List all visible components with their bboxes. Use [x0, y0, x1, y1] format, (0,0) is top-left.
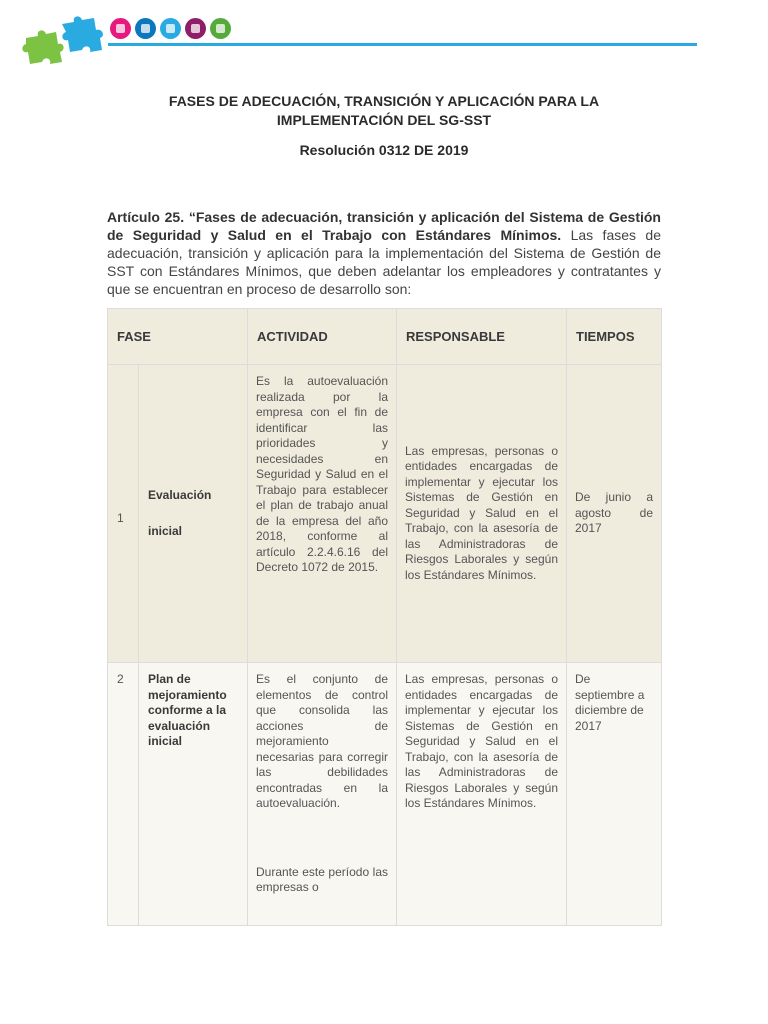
tiempos-text: De junio a agosto de 2017 [575, 490, 653, 536]
actividad-extra-text: Durante este período las empresas o [256, 864, 388, 894]
color-circles [110, 18, 231, 39]
header-fase: FASE [108, 309, 248, 365]
phase-cell [139, 663, 248, 926]
actividad-cell [248, 365, 397, 663]
circle-green-icon [210, 18, 231, 39]
tiempos-cell [567, 365, 662, 663]
document-title: FASES DE ADECUACIÓN, TRANSICIÓN Y APLICACIÓN PARA LA IMPLEMENTACIÓN DEL SG-SST [168, 93, 600, 128]
tiempos-text: De septiembre a diciembre de 2017 [575, 672, 645, 733]
header-actividad: ACTIVIDAD [248, 309, 397, 365]
header-tiempos: TIEMPOS [567, 309, 662, 365]
table-row [108, 365, 662, 663]
actividad-cell [248, 663, 397, 926]
actividad-text: Es el conjunto de elementos de control que consolida las acciones de mejoramiento necesarias para corregir las debilidades encontradas en la autoevaluación. [256, 672, 388, 810]
responsable-text: Las empresas, personas o entidades encargadas de implementar y ejecutar los Sistemas de Gestión en Seguridad y Salud en el Trabajo, con la asesoría de las Administradoras de Riesgos Laborales y según los Estándares Mínimos. [405, 443, 558, 582]
responsable-cell [397, 663, 567, 926]
puzzle-logo-icon [22, 16, 108, 66]
intro-paragraph [107, 208, 661, 298]
circle-purple-icon [185, 18, 206, 39]
phases-table [107, 308, 662, 926]
header-divider [108, 43, 697, 46]
row-number: 2 [117, 672, 124, 686]
circle-navy-icon [135, 18, 156, 39]
actividad-text: Es la autoevaluación realizada por la empresa con el fin de identificar las prioridades y necesidades en Seguridad y Salud en el Trabajo para establecer el plan de trabajo anual de la empresa del año 2018, conforme al artículo 2.2.4.6.16 del Decreto 1072 de 2015. [256, 374, 388, 574]
intro-text: Las fases de adecuación, transición y aplicación para la implementación del Sistema de Gestión de SST con Estándares Mínimos, que deben adelantar los empleadores y contratantes y que se encuentran en proceso de desarrollo son: [107, 227, 661, 297]
phase-name: Plan de mejoramiento conforme a la evaluación inicial [148, 672, 227, 748]
responsable-text: Las empresas, personas o entidades encargadas de implementar y ejecutar los Sistemas de Gestión en Seguridad y Salud en el Trabajo, con la asesoría de las Administradoras de Riesgos Laborales y según los Estándares Mínimos. [405, 672, 558, 810]
header-responsable: RESPONSABLE [397, 309, 567, 365]
phase-name-line2: inicial [148, 523, 183, 538]
phase-name-line1: Evaluación [148, 488, 212, 502]
row-number-cell [108, 663, 139, 926]
intro-bold: Artículo 25. “Fases de adecuación, transición y aplicación del Sistema de Gestión de Seguridad y Salud en el Trabajo con Estándares Mínimos. [107, 209, 661, 243]
document-subtitle: Resolución 0312 DE 2019 [299, 142, 469, 158]
puzzle-green-icon [22, 30, 63, 64]
table-row [108, 663, 662, 926]
phase-cell [139, 365, 248, 663]
responsable-cell [397, 365, 567, 663]
table-header-row [108, 309, 662, 365]
puzzle-blue-icon [62, 16, 103, 52]
tiempos-cell [567, 663, 662, 926]
circle-cyan-icon [160, 18, 181, 39]
circle-pink-icon [110, 18, 131, 39]
row-number-cell [108, 365, 139, 663]
page-header [0, 0, 768, 70]
row-number: 1 [117, 511, 124, 525]
